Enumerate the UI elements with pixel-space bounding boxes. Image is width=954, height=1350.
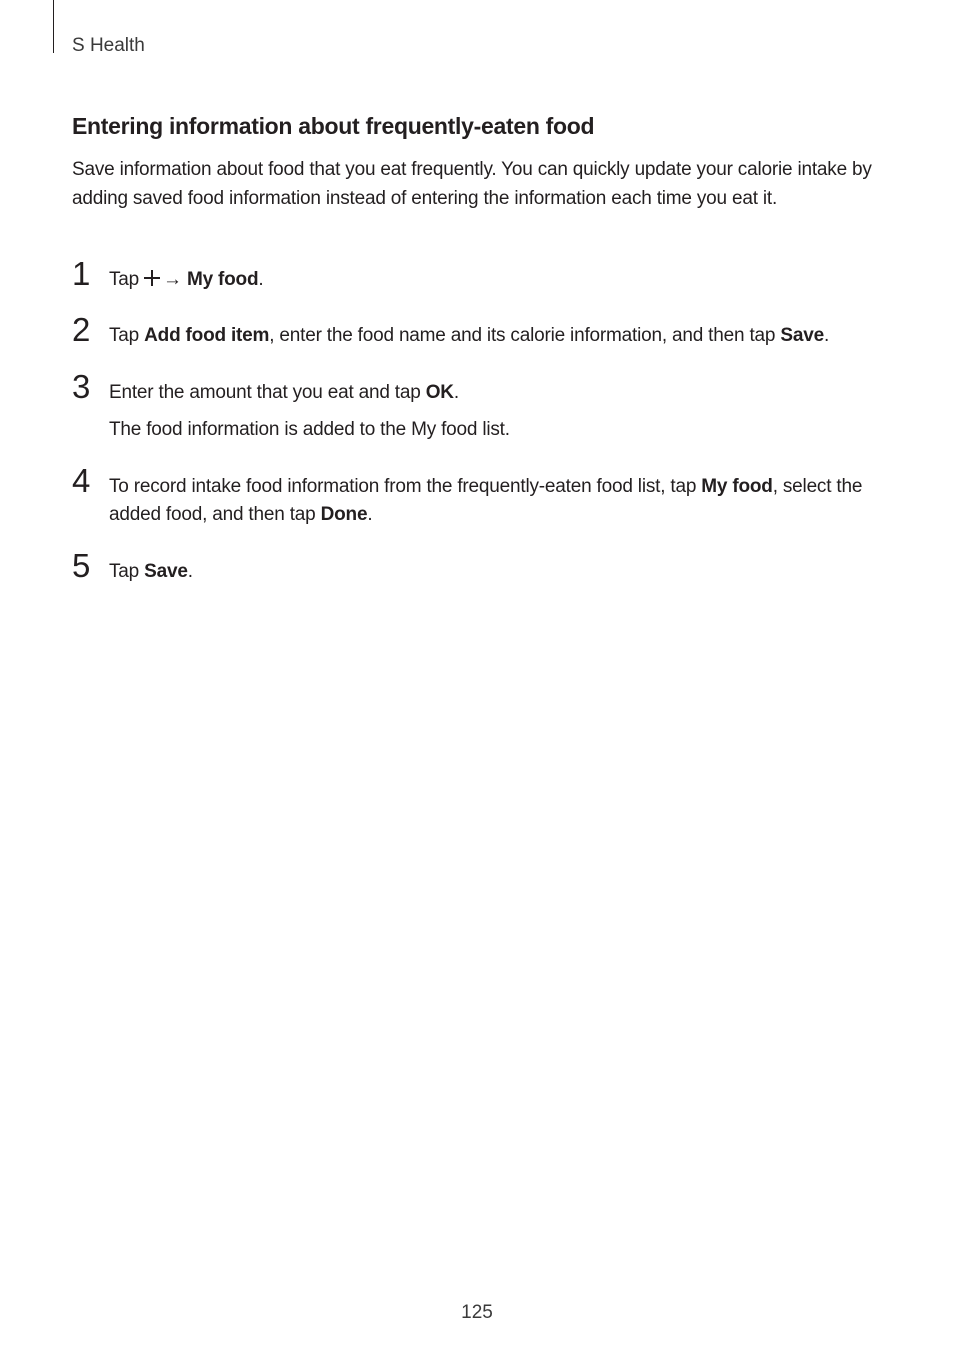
- intro-paragraph: Save information about food that you eat frequently. You can quickly update your calorie intake by adding saved food information instead of entering the information each time you eat it.: [72, 159, 872, 209]
- step-number: 5: [72, 547, 91, 584]
- save-label: Save: [144, 561, 188, 582]
- step-text: Enter the amount that you eat and tap OK. The food information is added to the My food list.: [109, 379, 889, 444]
- step-note: The food information is added to the My food list.: [109, 419, 510, 440]
- add-food-item-label: Add food item: [144, 325, 270, 346]
- step-number: 3: [72, 368, 91, 405]
- step-text: Tap Add food item, enter the food name and its calorie information, and then tap Save.: [109, 325, 830, 346]
- arrow-icon: →: [163, 269, 182, 290]
- step-number: 4: [72, 462, 91, 499]
- plus-icon: [144, 270, 160, 286]
- step-text: To record intake food information from the frequently-eaten food list, tap My food, select the added food, and then tap Done.: [109, 476, 863, 525]
- step-number: 1: [72, 255, 91, 292]
- ok-label: OK: [425, 382, 454, 403]
- page-title: Entering information about frequently-eaten food: [72, 113, 595, 139]
- step-text: Tap → My food.: [109, 269, 264, 290]
- done-label: Done: [320, 504, 368, 525]
- save-label: Save: [780, 325, 824, 346]
- page-number: 125: [461, 1302, 493, 1323]
- header-rule: [53, 0, 54, 53]
- my-food-label: My food: [701, 476, 773, 497]
- my-food-label: My food: [186, 269, 259, 290]
- step-number: 2: [72, 311, 91, 348]
- step-text: Tap Save.: [109, 561, 193, 582]
- section-label: S Health: [72, 35, 145, 56]
